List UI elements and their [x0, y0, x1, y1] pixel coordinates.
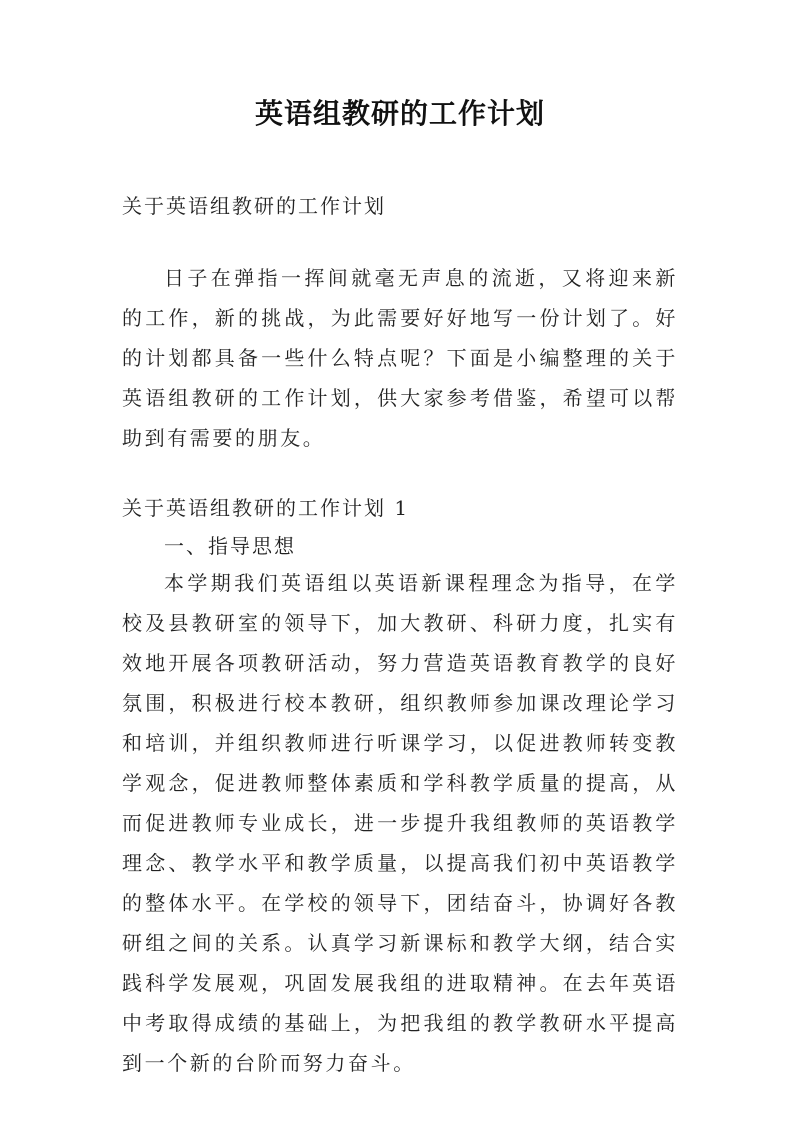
section-1-heading: 关于英语组教研的工作计划 1	[122, 496, 410, 520]
guiding-ideology-heading: 一、指导思想	[164, 534, 296, 558]
document-title: 英语组教研的工作计划	[254, 97, 545, 130]
section-1-body-paragraph: 本学期我们英语组以英语新课程理念为指导，在学校及县教研室的领导下，加大教研、科研力度，扎实有效地开展各项教研活动，努力营造英语教育教学的良好氛围，积极进行校本教研，组织教师参加课改理论学习和培训，并组织教师进行听课学习，以促进教师转变教学观念，促进教师整体素质和学科教学质量的提高，从而促进教师专业成长，进一步提升我组教师的英语教学理念、教学水平和教学质量，以提高我们初中英语教学的整体水平。在学校的领导下，团结奋斗，协调好各教研组之间的关系。认真学习新课标和教学大纲，结合实践科学发展观，巩固发展我组的进取精神。在去年英语中考取得成绩的基础上，为把我组的教学教研水平提高到一个新的台阶而努力奋斗。	[122, 571, 678, 1075]
intro-paragraph: 日子在弹指一挥间就毫无声息的流逝，又将迎来新的工作，新的挑战，为此需要好好地写一份计划了。好的计划都具备一些什么特点呢？下面是小编整理的关于英语组教研的工作计划，供大家参考借鉴，希望可以帮助到有需要的朋友。	[122, 266, 678, 450]
document-subtitle: 关于英语组教研的工作计划	[122, 194, 386, 218]
